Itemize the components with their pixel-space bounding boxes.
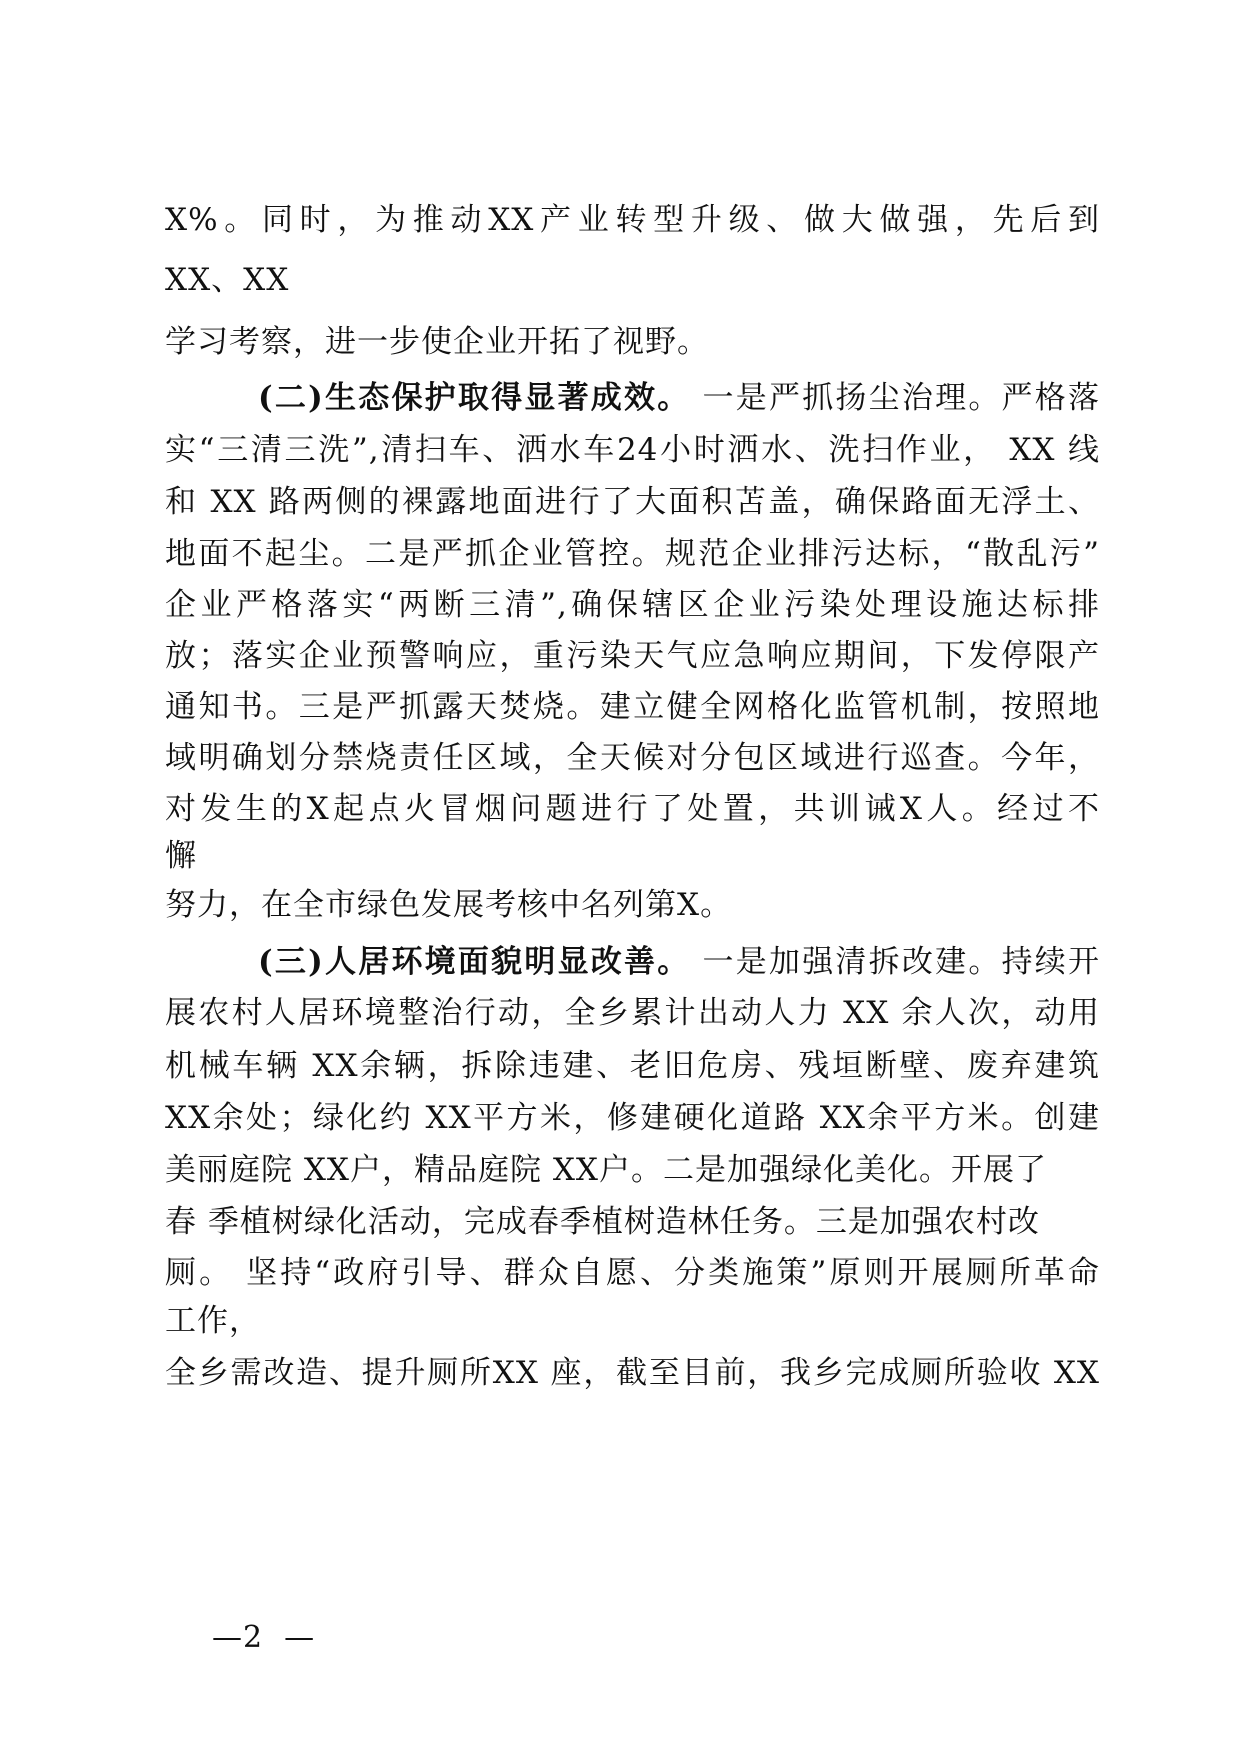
paragraph-line: 域明确划分禁烧责任区域，全天候对分包区域进行巡查。今年，: [165, 740, 1100, 776]
paragraph-line: 厕。 坚持“政府引导、群众自愿、分类施策”原则开展厕所革命: [165, 1255, 1100, 1291]
paragraph-line: 企业严格落实“两断三清”,确保辖区企业污染处理设施达标排: [165, 587, 1100, 623]
paragraph-line: 机械车辆 XX余辆，拆除违建、老旧危房、残垣断壁、废弃建筑: [165, 1048, 1100, 1084]
paragraph-line: 地面不起尘。二是严抓企业管控。规范企业排污达标，“散乱污”: [165, 536, 1100, 572]
paragraph-line: 春 季植树绿化活动，完成春季植树造林任务。三是加强农村改: [165, 1204, 1040, 1240]
paragraph-line: 放；落实企业预警响应，重污染天气应急响应期间，下发停限产: [165, 638, 1100, 674]
section-3-lead: 一是加强清拆改建。持续开: [690, 944, 1100, 980]
section-2-lead: 一是严抓扬尘治理。严格落: [690, 380, 1100, 416]
paragraph-line: X%。同时，为推动XX产业转型升级、做大做强，先后到: [165, 202, 1100, 238]
paragraph-line: 懈: [165, 838, 197, 874]
section-3-heading: (三)人居环境面貌明显改善。: [258, 944, 691, 980]
paragraph-line: 通知书。三是严抓露天焚烧。建立健全网格化监管机制，按照地: [165, 689, 1100, 725]
paragraph-line: 和 XX 路两侧的裸露地面进行了大面积苫盖，确保路面无浮土、: [165, 484, 1100, 520]
paragraph-line: XX余处；绿化约 XX平方米，修建硬化道路 XX余平方米。创建: [165, 1100, 1100, 1136]
section-2-heading: (二)生态保护取得显著成效。: [258, 380, 691, 416]
paragraph-line: 美丽庭院 XX户，精品庭院 XX户。二是加强绿化美化。开展了: [165, 1152, 1047, 1188]
paragraph-line: 对发生的X起点火冒烟问题进行了处置，共训诫X人。经过不: [165, 791, 1100, 827]
paragraph-line: 学习考察，进一步使企业开拓了视野。: [165, 324, 709, 360]
section-2-first-line: [258, 378, 1100, 418]
section-3-first-line: [258, 942, 1100, 982]
paragraph-line: 全乡需改造、提升厕所XX 座，截至目前，我乡完成厕所验收 XX: [165, 1355, 1100, 1391]
paragraph-line: XX、XX: [165, 262, 290, 298]
paragraph-line: 展农村人居环境整治行动，全乡累计出动人力 XX 余人次，动用: [165, 995, 1100, 1031]
page-number: —2 —: [212, 1620, 316, 1655]
paragraph-line: 实“三清三洗”,清扫车、洒水车24小时洒水、洗扫作业， XX 线: [165, 432, 1100, 468]
paragraph-line: 努力，在全市绿色发展考核中名列第X。: [165, 887, 733, 923]
paragraph-line: 工作，: [165, 1303, 261, 1339]
